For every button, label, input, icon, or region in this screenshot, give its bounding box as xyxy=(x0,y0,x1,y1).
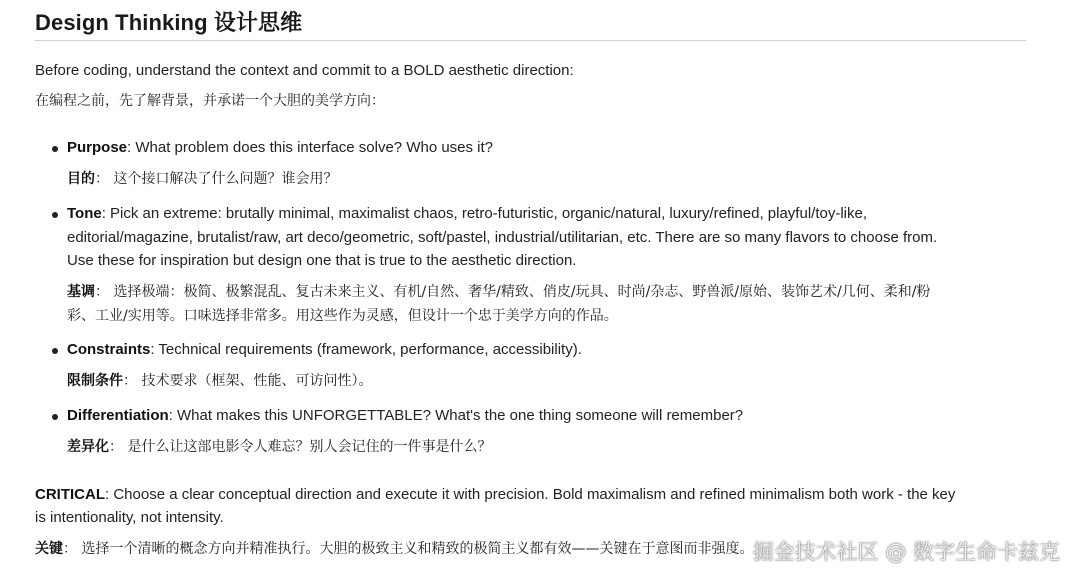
page-title: Design Thinking 设计思维 xyxy=(35,10,303,35)
item-cn-label: 差异化 xyxy=(67,439,109,455)
title-divider xyxy=(35,40,1026,41)
item-text: : Technical requirements (framework, performance, accessibility). xyxy=(150,341,582,358)
item-cn-label: 限制条件 xyxy=(67,373,123,389)
item-label: Constraints xyxy=(67,341,151,358)
item-label: Tone xyxy=(67,205,102,222)
item-cn-text: ： 选择极端：极简、极繁混乱、复古未来主义、有机/自然、奢华/精致、俏皮/玩具、时尚/杂志、野兽派/原始、装饰艺术/几何、柔和/粉 xyxy=(95,284,931,300)
item-purpose-en xyxy=(67,136,493,159)
item-tone-cn-1 xyxy=(67,281,930,304)
item-label: Differentiation xyxy=(67,407,169,424)
item-constraints-cn xyxy=(67,370,372,393)
critical-text: : Choose a clear conceptual direction and execute it with precision. Bold maximalism and refined minimalism both work - the key xyxy=(105,486,956,503)
item-constraints-en xyxy=(67,338,582,361)
item-cn-label: 目的 xyxy=(67,171,95,187)
item-text: : What makes this UNFORGETTABLE? What's the one thing someone will remember? xyxy=(168,407,744,424)
critical-cn xyxy=(35,538,753,561)
item-purpose-cn xyxy=(67,168,337,191)
bullet-dot xyxy=(52,212,58,218)
item-tone-en-3: Use these for inspiration but design one that is true to the aesthetic direction. xyxy=(67,252,577,269)
intro-en: Before coding, understand the context and commit to a BOLD aesthetic direction: xyxy=(35,62,574,79)
item-differentiation-en xyxy=(67,404,743,427)
bullet-dot xyxy=(52,348,58,354)
critical-en-2: is intentionality, not intensity. xyxy=(35,509,224,526)
item-differentiation-cn xyxy=(67,436,491,459)
item-label: Purpose xyxy=(67,139,128,156)
watermark: 掘金技术社区 @ 数字生命卡兹克 xyxy=(752,540,1060,564)
item-text: : What problem does this interface solve? Who uses it? xyxy=(127,139,494,156)
bullet-dot xyxy=(52,414,58,420)
item-tone-en-1 xyxy=(67,202,867,225)
critical-cn-text: ： 选择一个清晰的概念方向并精准执行。大胆的极致主义和精致的极简主义都有效——关键在于意图而非强度。 xyxy=(63,541,754,557)
critical-cn-label: 关键 xyxy=(35,541,63,557)
critical-label: CRITICAL xyxy=(35,486,105,503)
intro-cn: 在编程之前，先了解背景，并承诺一个大胆的美学方向： xyxy=(35,93,385,109)
item-tone-cn-2: 彩、工业/实用等。口味选择非常多。用这些作为灵感，但设计一个忠于美学方向的作品。 xyxy=(67,308,618,324)
item-cn-text: ： 是什么让这部电影令人难忘？别人会记住的一件事是什么？ xyxy=(109,439,492,455)
item-tone-en-2: editorial/magazine, brutalist/raw, art deco/geometric, soft/pastel, industrial/utilitarian, etc. There are so many flavors to choose from. xyxy=(67,229,938,246)
item-cn-text: ： 这个接口解决了什么问题？谁会用？ xyxy=(95,171,338,187)
critical-en-1 xyxy=(35,483,955,506)
item-text: : Pick an extreme: brutally minimal, maximalist chaos, retro-futuristic, organic/natural, luxury/refined, playful/toy-like, xyxy=(101,205,867,222)
bullet-dot xyxy=(52,146,58,152)
item-cn-label: 基调 xyxy=(67,284,95,300)
item-cn-text: ： 技术要求（框架、性能、可访问性）。 xyxy=(123,373,373,389)
